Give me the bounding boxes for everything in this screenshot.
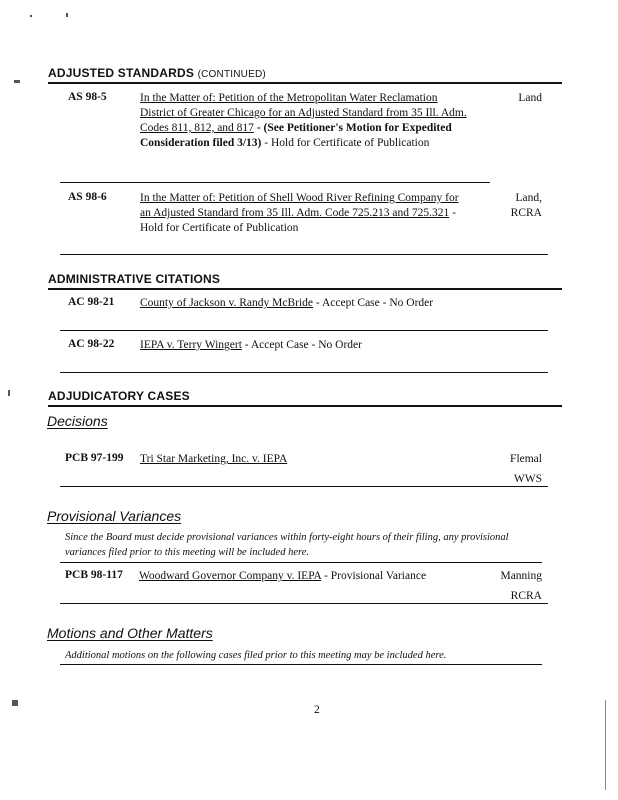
scan-speck — [14, 80, 20, 83]
case-number: AC 98-22 — [68, 338, 115, 350]
case-title-link[interactable]: Tri Star Marketing, Inc. v. IEPA — [140, 453, 288, 465]
section-rule — [48, 82, 562, 84]
case-number: AS 98-5 — [68, 91, 107, 103]
scan-speck — [8, 390, 10, 396]
case-action: - Provisional Variance — [321, 570, 427, 582]
case-description — [140, 91, 470, 151]
case-action: - Hold for Certificate of Publication — [261, 137, 430, 149]
case-action: - Hold for Certificate of Publication — [140, 207, 456, 234]
motions-note: Additional motions on the following cases filed prior to this meeting may be included here. — [65, 650, 447, 661]
case-number: PCB 98-117 — [65, 569, 123, 581]
row-rule — [60, 330, 548, 331]
row-rule — [60, 372, 548, 373]
row-rule — [60, 562, 542, 563]
section-rule — [48, 288, 562, 290]
case-description — [140, 452, 470, 467]
decisions-heading: Decisions — [47, 413, 108, 429]
case-description — [140, 338, 540, 353]
row-rule — [60, 182, 490, 183]
case-type: Land — [518, 92, 542, 104]
case-description — [140, 191, 470, 236]
continued-label: (CONTINUED) — [197, 69, 266, 80]
case-number: PCB 97-199 — [65, 452, 124, 464]
administrative-citations-heading: ADMINISTRATIVE CITATIONS — [48, 272, 221, 286]
case-title-link[interactable]: IEPA v. Terry Wingert — [140, 339, 242, 351]
adjusted-standards-heading: ADJUSTED STANDARDS (CONTINUED) — [48, 66, 266, 80]
case-action: - Accept Case - No Order — [241, 339, 362, 351]
scan-speck — [66, 13, 68, 17]
case-title-link[interactable]: In the Matter of: Petition of the Metropolitan Water Reclamation District of Greater Chicago for an Adjusted Standard from 35 Ill. Adm. Codes 811, 812, and 817 — [140, 92, 467, 134]
case-number: AC 98-21 — [68, 296, 115, 308]
scan-speck — [605, 700, 606, 790]
provisional-variances-heading: Provisional Variances — [47, 508, 182, 524]
case-description — [139, 569, 479, 584]
row-rule — [60, 486, 548, 487]
page-number: 2 — [314, 704, 320, 716]
case-note: - (See Petitioner's Motion for Expedited Consideration filed 3/13) — [140, 122, 452, 149]
case-action: - Accept Case - No Order — [313, 297, 434, 309]
board-member: Manning — [500, 570, 542, 582]
scan-speck — [12, 700, 18, 706]
case-number: AS 98-6 — [68, 191, 107, 203]
scan-speck — [30, 15, 32, 17]
section-rule — [48, 405, 562, 407]
case-type: RCRA — [510, 590, 542, 602]
row-rule — [60, 603, 548, 604]
row-rule — [60, 254, 548, 255]
case-title-link[interactable]: County of Jackson v. Randy McBride — [140, 297, 314, 309]
case-title-link[interactable]: In the Matter of: Petition of Shell Wood River Refining Company for an Adjusted Standard from 35 Ill. Adm. Code 725.213 and 725.321 — [140, 192, 459, 219]
case-description — [140, 296, 540, 311]
case-type: Land, RCRA — [510, 192, 542, 219]
provisional-variances-note: Since the Board must decide provisional variances within forty-eight hours of their filing, any provisional variances filed prior to this meeting will be included here. — [65, 532, 509, 558]
motions-heading: Motions and Other Matters — [47, 625, 213, 641]
board-member: Flemal — [510, 453, 542, 465]
case-type: WWS — [513, 473, 542, 485]
row-rule — [60, 664, 542, 665]
case-title-link[interactable]: Woodward Governor Company v. IEPA — [139, 570, 322, 582]
adjudicatory-cases-heading: ADJUDICATORY CASES — [48, 389, 190, 403]
